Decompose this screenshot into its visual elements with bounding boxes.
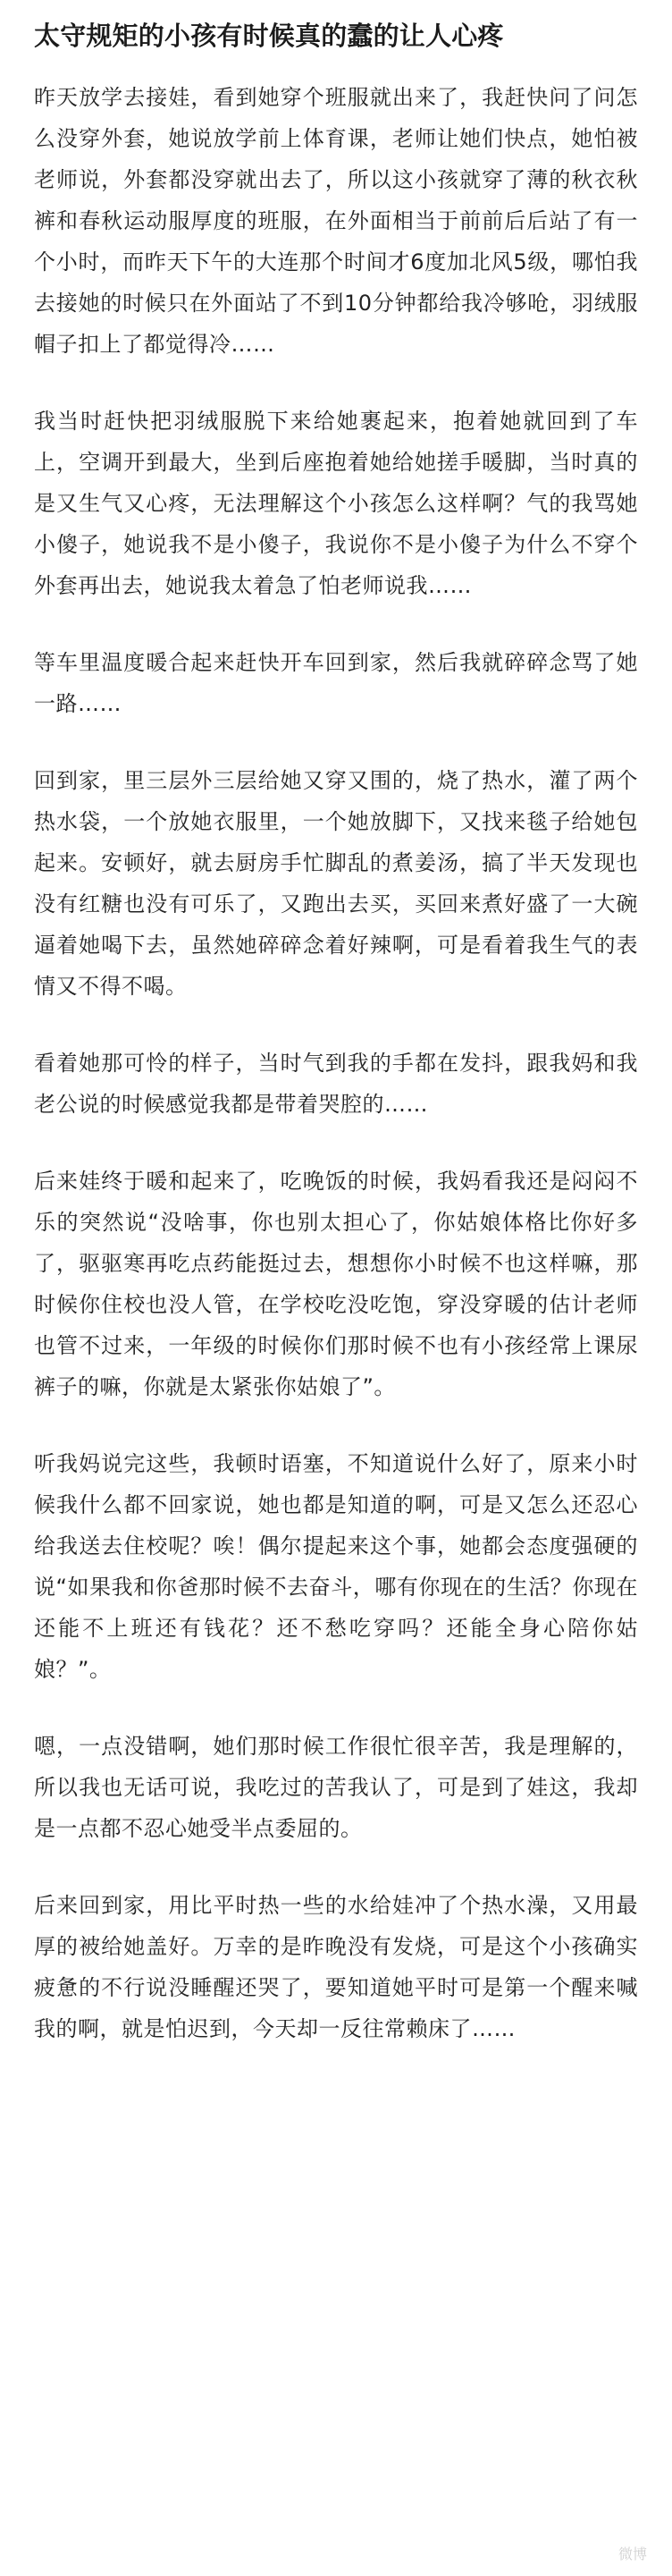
post-paragraph: 看着她那可怜的样子，当时气到我的手都在发抖，跟我妈和我老公说的时候感觉我都是带着哭腔的…… xyxy=(34,1051,638,1117)
post-paragraph: 等车里温度暖合起来赶快开车回到家，然后我就碎碎念骂了她一路…… xyxy=(34,650,638,716)
post-paragraph: 听我妈说完这些，我顿时语塞，不知道说什么好了，原来小时候我什么都不回家说，她也都是知道的啊，可是又怎么还忍心给我送去住校呢？唉！偶尔提起来这个事，她都会态度强硬的说“如果我和你爸那时候不去奋斗，哪有你现在的生活？你现在还能不上班还有钱花？还不愁吃穿吗？还能全身心陪你姑娘？”。 xyxy=(34,1451,638,1682)
post-paragraph: 后来娃终于暖和起来了，吃晚饭的时候，我妈看我还是闷闷不乐的突然说“没啥事，你也别太担心了，你姑娘体格比你好多了，驱驱寒再吃点药能挺过去，想想你小时候不也这样嘛，那时候你住校也没人管，在学校吃没吃饱，穿没穿暖的估计老师也管不过来，一年级的时候你们那时候不也有小孩经常上课尿裤子的嘛，你就是太紧张你姑娘了”。 xyxy=(34,1169,638,1399)
post-title: 太守规矩的小孩有时候真的蠢的让人心疼 xyxy=(34,21,504,51)
post-paragraph: 回到家，里三层外三层给她又穿又围的，烧了热水，灌了两个热水袋，一个放她衣服里，一个她放脚下，又找来毯子给她包起来。安顿好，就去厨房手忙脚乱的煮姜汤，搞了半天发现也没有红糖也没有可乐了，又跑出去买，买回来煮好盛了一大碗逼着她喝下去，虽然她碎碎念着好辣啊，可是看着我生气的表情又不得不喝。 xyxy=(34,768,638,999)
post-paragraph: 后来回到家，用比平时热一些的水给娃冲了个热水澡，又用最厚的被给她盖好。万幸的是昨晚没有发烧，可是这个小孩确实疲惫的不行说没睡醒还哭了，要知道她平时可是第一个醒来喊我的啊，就是怕迟到，今天却一反往常赖床了…… xyxy=(34,1893,638,2041)
post-paragraph: 嗯，一点没错啊，她们那时候工作很忙很辛苦，我是理解的，所以我也无话可说，我吃过的苦我认了，可是到了娃这，我却是一点都不忍心她受半点委屈的。 xyxy=(34,1734,638,1841)
watermark: 微博 xyxy=(617,2546,647,2563)
post-paragraph: 昨天放学去接娃，看到她穿个班服就出来了，我赶快问了问怎么没穿外套，她说放学前上体育课，老师让她们快点，她怕被老师说，外套都没穿就出去了，所以这小孩就穿了薄的秋衣秋裤和春秋运动服厚度的班服，在外面相当于前前后后站了有一个小时，而昨天下午的大连那个时间才6度加北风5级，哪怕我去接她的时候只在外面站了不到10分钟都给我冷够呛，羽绒服帽子扣上了都觉得冷…… xyxy=(34,85,638,357)
post-paragraph: 我当时赶快把羽绒服脱下来给她裹起来，抱着她就回到了车上，空调开到最大，坐到后座抱着她给她搓手暖脚，当时真的是又生气又心疼，无法理解这个小孩怎么这样啊？气的我骂她小傻子，她说我不是小傻子，我说你不是小傻子为什么不穿个外套再出去，她说我太着急了怕老师说我…… xyxy=(34,409,638,598)
